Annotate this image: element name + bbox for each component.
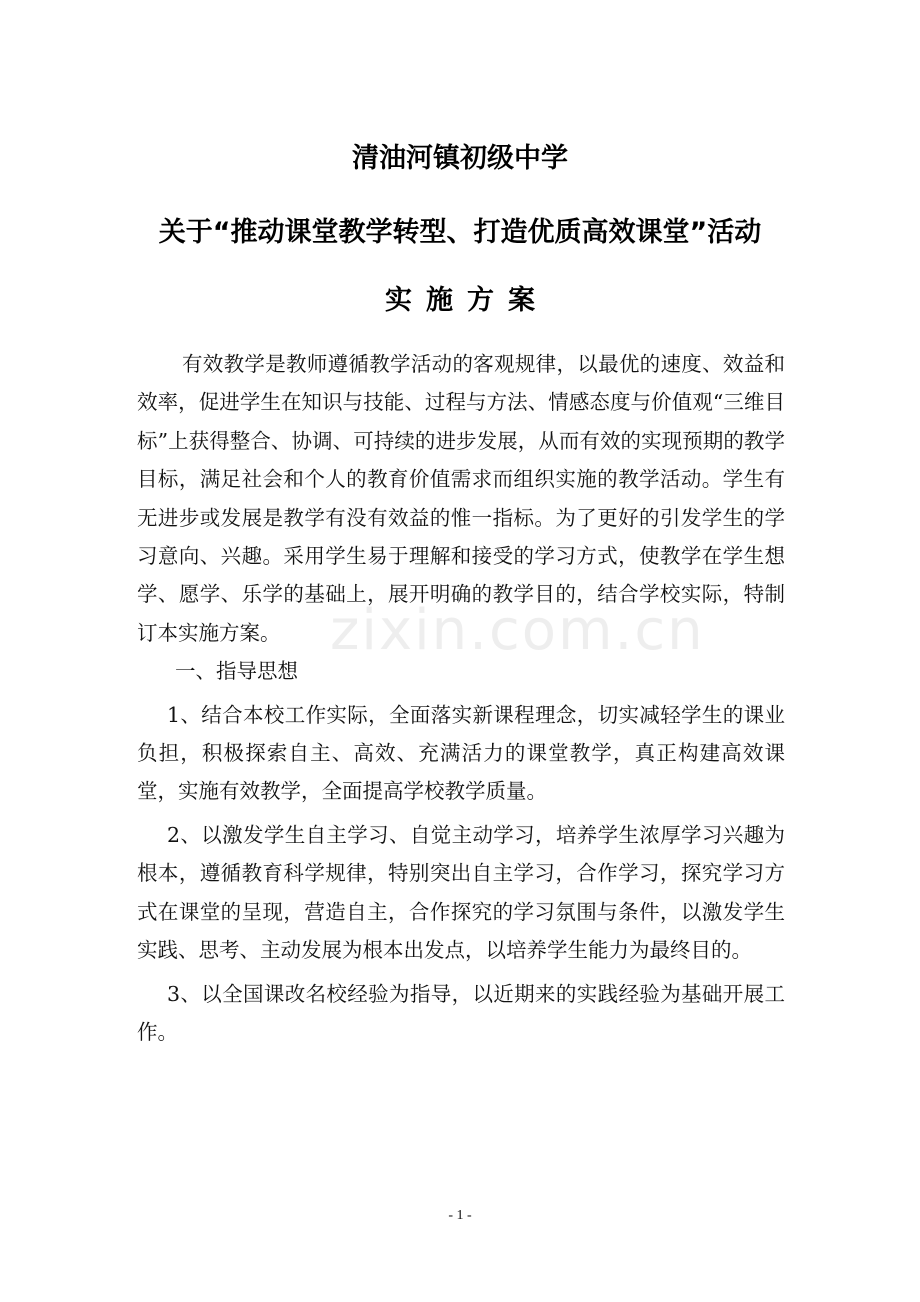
intro-paragraph: 有效教学是教师遵循教学活动的客观规律，以最优的速度、效益和效率，促进学生在知识与技能、过程与方法、情感态度与价值观“三维目标”上获得整合、协调、可持续的进步发展，从而有效的实现预期的教学目标，满足社会和个人的教育价值需求而组织实施的教学活动。学生有无进步或发展是教学有没有效益的惟一指标。为了更好的引发学生的学习意向、兴趣。采用学生易于理解和接受的学习方式，使教学在学生想学、愿学、乐学的基础上，展开明确的教学目的，结合学校实际，特制订本实施方案。 xyxy=(137,352,785,645)
list-item-2: 2、以激发学生自主学习、自觉主动学习，培养学生浓厚学习兴趣为根本，遵循教育科学规律，特别突出自主学习，合作学习，探究学习方式在课堂的呈现，营造自主，合作探究的学习氛围与条件，以激发学生实践、思考、主动发展为根本出发点，以培养学生能力为最终目的。 xyxy=(137,822,785,963)
list-item-3: 3、以全国课改名校经验为指导，以近期来的实践经验为基础开展工作。 xyxy=(137,981,785,1044)
page-number: - 1 - xyxy=(448,1208,472,1223)
document-body xyxy=(137,345,785,1051)
document-title-plan: 实施方案 xyxy=(385,285,549,316)
list-item-1: 1、结合本校工作实际，全面落实新课程理念，切实减轻学生的课业负担，积极探索自主、高效、充满活力的课堂教学，真正构建高效课堂，实施有效教学，全面提高学校教学质量。 xyxy=(137,702,785,804)
document-title-school: 清油河镇初级中学 xyxy=(352,143,568,174)
section-heading-guiding-ideology: 一、指导思想 xyxy=(175,659,298,684)
document-title-subject: 关于“推动课堂教学转型、打造优质高效课堂”活动 xyxy=(158,217,762,248)
watermark-text: zixin.com.cn xyxy=(330,598,705,663)
